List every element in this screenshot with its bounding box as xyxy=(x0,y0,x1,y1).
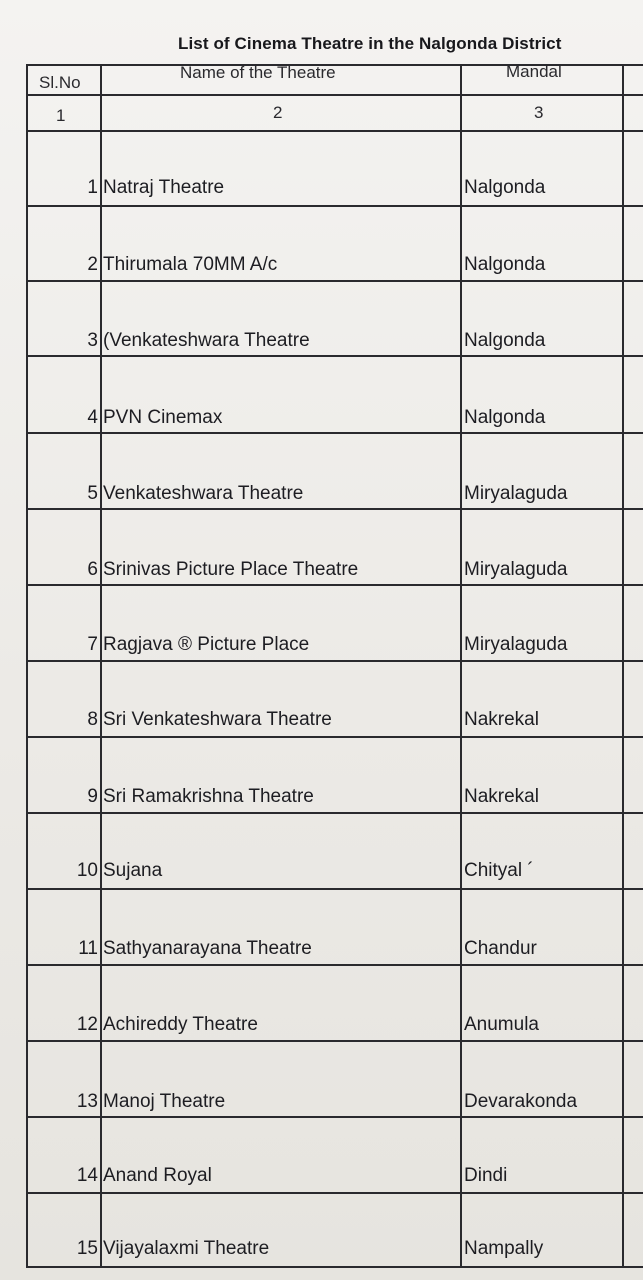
row-serial-number: 6 xyxy=(87,559,98,580)
header-slno: Sl.No xyxy=(39,73,81,92)
table-rule-horizontal xyxy=(26,205,643,207)
theatre-name: Sujana xyxy=(103,860,163,881)
table-rule-horizontal xyxy=(26,964,643,966)
table-rule-horizontal xyxy=(26,660,643,662)
table-rule-vertical xyxy=(100,64,102,1268)
mandal-name: Devarakonda xyxy=(464,1091,578,1112)
theatre-name: Ragjava ® Picture Place xyxy=(103,634,310,655)
row-serial-number: 12 xyxy=(76,1014,98,1035)
mandal-name: Nampally xyxy=(464,1238,544,1259)
header-mandal: Mandal xyxy=(506,62,562,81)
mandal-name: Nalgonda xyxy=(464,407,546,428)
theatre-table xyxy=(26,58,643,1268)
table-rule-horizontal xyxy=(26,130,643,132)
mandal-name: Dindi xyxy=(464,1165,508,1186)
mandal-name: Nakrekal xyxy=(464,786,539,807)
row-serial-number: 7 xyxy=(87,634,98,655)
row-serial-number: 8 xyxy=(87,709,98,730)
mandal-name: Chandur xyxy=(464,938,537,959)
mandal-name: Miryalaguda xyxy=(464,483,568,504)
table-rule-horizontal xyxy=(26,1192,643,1194)
colnum-mandal: 3 xyxy=(534,103,544,122)
document-title: List of Cinema Theatre in the Nalgonda District xyxy=(178,34,562,53)
table-rule-vertical xyxy=(622,64,624,1268)
theatre-name: PVN Cinemax xyxy=(103,407,223,428)
row-serial-number: 1 xyxy=(87,177,98,198)
table-rule-horizontal xyxy=(26,812,643,814)
row-serial-number: 4 xyxy=(87,407,98,428)
table-rule-horizontal xyxy=(26,1116,643,1118)
table-rule-horizontal xyxy=(26,280,643,282)
row-serial-number: 15 xyxy=(76,1238,98,1259)
mandal-name: Chityal ´ xyxy=(464,860,534,881)
mandal-name: Nalgonda xyxy=(464,330,546,351)
mandal-name: Nalgonda xyxy=(464,177,546,198)
mandal-name: Miryalaguda xyxy=(464,634,568,655)
table-rule-horizontal xyxy=(26,736,643,738)
table-rule-horizontal xyxy=(26,584,643,586)
row-serial-number: 11 xyxy=(78,938,98,959)
row-serial-number: 9 xyxy=(87,786,98,807)
table-rule-horizontal xyxy=(26,1266,643,1268)
row-serial-number: 5 xyxy=(87,483,98,504)
table-rule-vertical xyxy=(26,64,28,1268)
colnum-slno: 1 xyxy=(56,106,66,125)
table-rule-vertical xyxy=(460,64,462,1268)
table-rule-horizontal xyxy=(26,508,643,510)
theatre-name: Thirumala 70MM A/c xyxy=(103,254,278,275)
row-serial-number: 14 xyxy=(76,1165,98,1186)
colnum-name: 2 xyxy=(273,103,283,122)
theatre-name: Srinivas Picture Place Theatre xyxy=(103,559,359,580)
theatre-name: Sri Venkateshwara Theatre xyxy=(103,709,332,730)
row-serial-number: 2 xyxy=(87,254,98,275)
table-rule-horizontal xyxy=(26,888,643,890)
table-rule-horizontal xyxy=(26,355,643,357)
theatre-name: Sathyanarayana Theatre xyxy=(103,938,312,959)
theatre-name: (Venkateshwara Theatre xyxy=(103,330,310,351)
theatre-name: Natraj Theatre xyxy=(103,177,225,198)
theatre-name: Anand Royal xyxy=(103,1165,212,1186)
table-rule-horizontal xyxy=(26,94,643,96)
mandal-name: Miryalaguda xyxy=(464,559,568,580)
row-serial-number: 3 xyxy=(87,330,98,351)
table-rule-horizontal xyxy=(26,432,643,434)
header-name: Name of the Theatre xyxy=(180,63,336,82)
theatre-name: Vijayalaxmi Theatre xyxy=(103,1238,270,1259)
row-serial-number: 13 xyxy=(76,1091,98,1112)
table-rule-horizontal xyxy=(26,1040,643,1042)
mandal-name: Nakrekal xyxy=(464,709,539,730)
row-serial-number: 10 xyxy=(76,860,98,881)
theatre-name: Sri Ramakrishna Theatre xyxy=(103,786,314,807)
theatre-name: Venkateshwara Theatre xyxy=(103,483,304,504)
theatre-name: Achireddy Theatre xyxy=(103,1014,258,1035)
mandal-name: Anumula xyxy=(464,1014,539,1035)
mandal-name: Nalgonda xyxy=(464,254,546,275)
theatre-name: Manoj Theatre xyxy=(103,1091,226,1112)
